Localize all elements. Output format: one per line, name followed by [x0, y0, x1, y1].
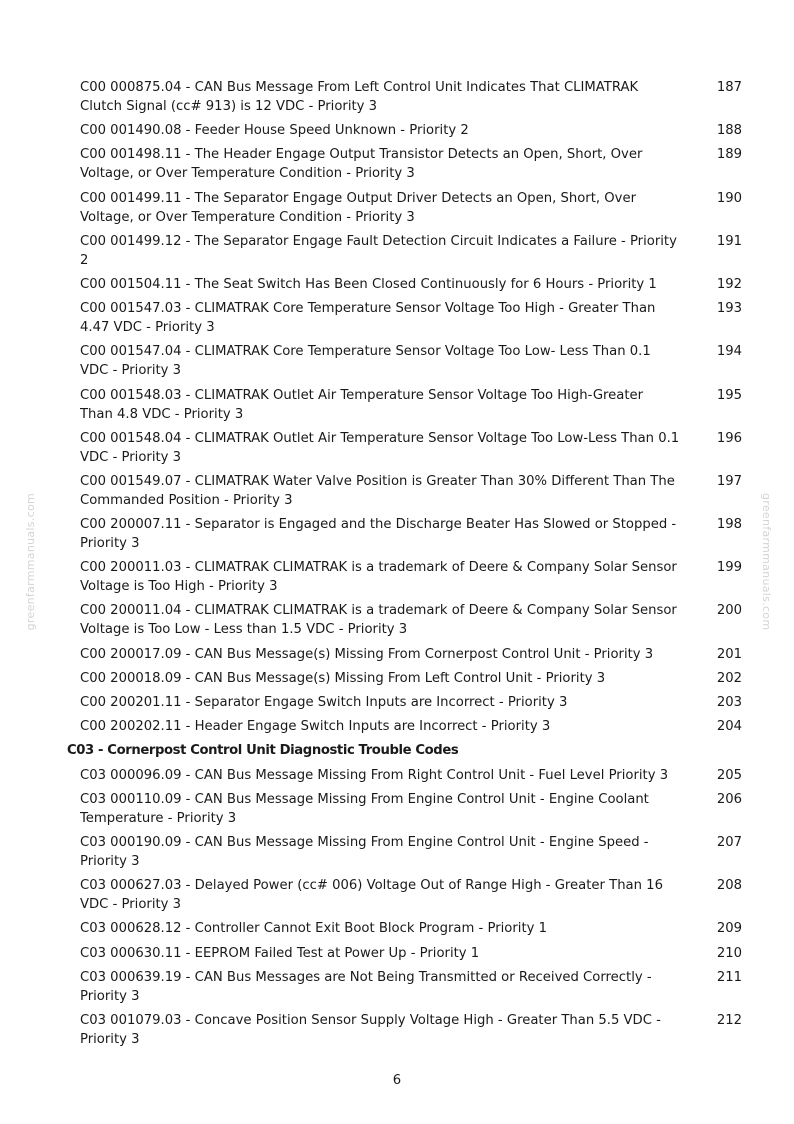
toc-entry-title: C00 200018.09 - CAN Bus Message(s) Missing From Left Control Unit - Priority 3 [80, 670, 606, 686]
toc-entry-title: C00 001504.11 - The Seat Switch Has Been Closed Continuously for 6 Hours - Priority 1 [80, 276, 657, 292]
toc-entry[interactable] [80, 121, 742, 140]
toc-entry-page: 210 [716, 945, 742, 961]
toc-entry-title: C03 001079.03 - Concave Position Sensor Supply Voltage High - Greater Than 5.5 VDC - Priority 3 [80, 1012, 661, 1047]
toc-entry[interactable] [80, 766, 742, 785]
toc-entry-page: 212 [716, 1012, 742, 1028]
toc-entry-title: C03 000190.09 - CAN Bus Message Missing From Engine Control Unit - Engine Speed - Priority 3 [80, 834, 649, 869]
toc-entry-title: C00 001499.11 - The Separator Engage Output Driver Detects an Open, Short, Over Voltage, or Over Temperature Condition - Priority 3 [80, 190, 637, 225]
toc-entry[interactable] [80, 515, 742, 553]
toc-entry[interactable] [80, 717, 742, 736]
toc-entry-title: C00 001490.08 - Feeder House Speed Unknown - Priority 2 [80, 123, 469, 139]
toc-entry-title: C00 200201.11 - Separator Engage Switch Inputs are Incorrect - Priority 3 [80, 695, 568, 710]
toc-entry-title: C03 000628.12 - Controller Cannot Exit Boot Block Program - Priority 1 [80, 921, 548, 937]
toc-entry-title: C00 200011.03 - CLIMATRAK CLIMATRAK is a trademark of Deere & Company Solar Sensor Voltage is Too High - Priority 3 [80, 560, 677, 595]
toc-entry-page: 202 [716, 670, 742, 686]
toc-entry[interactable] [80, 944, 742, 963]
c00-entry-list [80, 78, 742, 736]
toc-entry-page: 201 [716, 646, 742, 662]
toc-entry[interactable] [80, 145, 742, 183]
toc-entry-title: C03 000630.11 - EEPROM Failed Test at Power Up - Priority 1 [80, 945, 480, 961]
toc-entry-page: 192 [716, 276, 742, 292]
toc-entry-title: C00 200011.04 - CLIMATRAK CLIMATRAK is a trademark of Deere & Company Solar Sensor Voltage is Too Low - Less than 1.5 VDC - Priority 3 [80, 603, 677, 638]
toc-entry-page: 204 [716, 719, 742, 735]
toc-entry[interactable] [80, 386, 742, 424]
toc-entry-title: C00 001548.04 - CLIMATRAK Outlet Air Temperature Sensor Voltage Too Low-Less Than 0.1 VDC - Priority 3 [80, 430, 680, 465]
toc-entry-page: 194 [716, 344, 742, 360]
toc-entry-page: 188 [716, 123, 742, 139]
toc-entry-page: 211 [716, 969, 742, 985]
toc-entry[interactable] [80, 429, 742, 467]
toc-entry-page: 203 [716, 695, 742, 710]
toc-entry-page: 195 [716, 387, 742, 403]
toc-entry[interactable] [80, 833, 742, 871]
toc-entry-title: C03 000639.19 - CAN Bus Messages are Not Being Transmitted or Received Correctly - Priority 3 [80, 969, 652, 1004]
watermark-right: greenfarmmanuals.com [760, 493, 773, 631]
toc-entry[interactable] [80, 645, 742, 664]
section-heading-c03: C03 - Cornerpost Control Unit Diagnostic Trouble Codes [67, 743, 459, 759]
toc-entry[interactable] [80, 299, 742, 337]
toc-entry[interactable] [80, 693, 742, 712]
toc-entry-title: C00 001549.07 - CLIMATRAK Water Valve Position is Greater Than 30% Different Than The Commanded Position - Priority 3 [80, 473, 675, 508]
toc-entry[interactable] [80, 232, 742, 270]
toc-entry-title: C00 200202.11 - Header Engage Switch Inputs are Incorrect - Priority 3 [80, 719, 551, 735]
toc-entry[interactable] [80, 275, 742, 294]
toc-entry-page: 205 [716, 767, 742, 783]
toc-entry[interactable] [80, 1011, 742, 1049]
toc-entry-page: 187 [716, 80, 742, 95]
toc-entry-page: 190 [716, 190, 742, 206]
table-of-contents [67, 78, 742, 1054]
c03-entry-list [80, 766, 742, 1049]
toc-entry-page: 200 [716, 603, 742, 619]
toc-entry-title: C00 001547.03 - CLIMATRAK Core Temperature Sensor Voltage Too High - Greater Than 4.47 VDC - Priority 3 [80, 301, 656, 336]
toc-entry[interactable] [80, 78, 742, 116]
toc-entry-title: C00 200017.09 - CAN Bus Message(s) Missing From Cornerpost Control Unit - Priority 3 [80, 646, 654, 662]
toc-entry-title: C00 001548.03 - CLIMATRAK Outlet Air Temperature Sensor Voltage Too High-Greater Than 4.8 VDC - Priority 3 [80, 387, 644, 422]
toc-entry-title: C03 000627.03 - Delayed Power (cc# 006) Voltage Out of Range High - Greater Than 16 VDC - Priority 3 [80, 878, 663, 913]
toc-entry[interactable] [80, 472, 742, 510]
toc-entry-page: 207 [716, 834, 742, 850]
toc-entry-title: C03 000110.09 - CAN Bus Message Missing From Engine Control Unit - Engine Coolant Temperature - Priority 3 [80, 791, 649, 826]
toc-entry[interactable] [80, 342, 742, 380]
watermark-left: greenfarmmanuals.com [24, 493, 37, 631]
toc-entry[interactable] [80, 669, 742, 688]
toc-entry-title: C00 001499.12 - The Separator Engage Fault Detection Circuit Indicates a Failure - Priority 2 [80, 233, 677, 268]
toc-entry-page: 208 [716, 878, 742, 894]
toc-entry-page: 189 [716, 147, 742, 163]
toc-entry-page: 198 [716, 517, 742, 533]
toc-entry-title: C00 001498.11 - The Header Engage Output Transistor Detects an Open, Short, Over Voltage, or Over Temperature Condition - Priority 3 [80, 147, 643, 182]
toc-entry[interactable] [80, 189, 742, 227]
toc-entry[interactable] [80, 790, 742, 828]
toc-entry-page: 193 [716, 301, 742, 317]
toc-entry-page: 199 [716, 560, 742, 576]
toc-entry[interactable] [80, 601, 742, 639]
toc-entry-page: 196 [716, 430, 742, 446]
toc-entry-page: 206 [716, 791, 742, 807]
toc-entry[interactable] [80, 558, 742, 596]
toc-entry-title: C00 001547.04 - CLIMATRAK Core Temperature Sensor Voltage Too Low- Less Than 0.1 VDC - Priority 3 [80, 344, 651, 379]
toc-entry-title: C00 000875.04 - CAN Bus Message From Left Control Unit Indicates That CLIMATRAK Clutch Signal (cc# 913) is 12 VDC - Priority 3 [80, 80, 639, 114]
toc-entry[interactable] [80, 919, 742, 938]
page-number: 6 [392, 1073, 402, 1088]
toc-entry[interactable] [80, 968, 742, 1006]
toc-entry-page: 191 [716, 233, 742, 249]
toc-entry-page: 209 [716, 921, 742, 937]
toc-entry-page: 197 [716, 473, 742, 489]
toc-entry[interactable] [80, 876, 742, 914]
toc-entry-title: C00 200007.11 - Separator is Engaged and the Discharge Beater Has Slowed or Stopped - Priority 3 [80, 517, 677, 552]
toc-entry-title: C03 000096.09 - CAN Bus Message Missing From Right Control Unit - Fuel Level Priority 3 [80, 767, 669, 783]
